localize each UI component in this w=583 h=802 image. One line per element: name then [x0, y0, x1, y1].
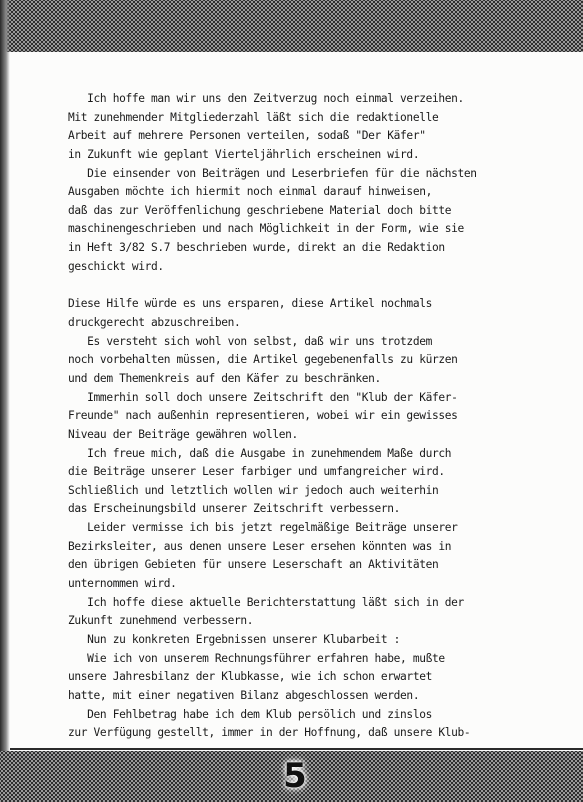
text-line: hatte, mit einer negativen Bilanz abgeschlossen werden.: [68, 688, 420, 702]
text-line: Wie ich von unserem Rechnungsführer erfahren habe, mußte: [68, 651, 445, 665]
text-line: Zukunft zunehmend verbessern.: [68, 614, 254, 628]
text-line: geschickt wird.: [68, 259, 164, 273]
text-line: noch vorbehalten müssen, die Artikel gegebenenfalls zu kürzen: [68, 353, 458, 367]
text-line: und dem Themenkreis auf den Käfer zu beschränken.: [68, 371, 381, 385]
left-binding-shadow: [0, 0, 10, 802]
text-line: Diese Hilfe würde es uns ersparen, diese Artikel nochmals: [68, 297, 432, 311]
text-section-1: [68, 90, 538, 276]
text-line: in Zukunft wie geplant Vierteljährlich erscheinen wird.: [68, 147, 420, 161]
text-line: daß das zur Veröffenlichung geschriebene Material doch bitte: [68, 203, 452, 217]
text-line: unternommen wird.: [68, 577, 177, 591]
text-line: die Beiträge unserer Leser farbiger und umfangreicher wird.: [68, 465, 445, 479]
bottom-rule: [10, 748, 583, 750]
text-line: Mit zunehmender Mitgliederzahl läßt sich die redaktionelle: [68, 110, 439, 124]
text-line: Arbeit auf mehrere Personen verteilen, sodaß "Der Käfer": [68, 129, 426, 143]
text-line: in Heft 3/82 S.7 beschrieben wurde, direkt an die Redaktion: [68, 241, 445, 255]
text-line: Immerhin soll doch unsere Zeitschrift den "Klub der Käfer-: [68, 390, 458, 404]
text-line: Bezirksleiter, aus denen unsere Leser ersehen könnten was in: [68, 539, 452, 553]
text-line: Ausgaben möchte ich hiermit noch einmal darauf hinweisen,: [68, 185, 432, 199]
text-line: zur Verfügung gestellt, immer in der Hoffnung, daß unsere Klub-: [68, 726, 471, 740]
page-number: 5: [283, 756, 307, 796]
text-line: Niveau der Beiträge gewähren wollen.: [68, 427, 298, 441]
text-line: Ich hoffe man wir uns den Zeitverzug noch einmal verzeihen.: [68, 92, 464, 105]
text-line: das Erscheinungsbild unserer Zeitschrift verbessern.: [68, 502, 401, 516]
text-line: Schließlich und letztlich wollen wir jedoch auch weiterhin: [68, 483, 439, 497]
paragraph-gap: [68, 276, 538, 295]
text-line: Es versteht sich wohl von selbst, daß wir uns trotzdem: [68, 334, 432, 348]
text-section-2: [68, 295, 538, 742]
text-line: Freunde" nach außenhin representieren, wobei wir ein gewisses: [68, 409, 458, 423]
top-halftone-band: [0, 0, 583, 52]
text-line: Ich hoffe diese aktuelle Berichterstattung läßt sich in der: [68, 595, 464, 609]
text-line: den übrigen Gebieten für unsere Leserschaft an Aktivitäten: [68, 558, 439, 572]
article-text: [68, 90, 538, 743]
text-line: druckgerecht abzuschreiben.: [68, 316, 241, 330]
text-line: Nun zu konkreten Ergebnissen unserer Klubarbeit :: [68, 632, 401, 646]
text-line: Leider vermisse ich bis jetzt regelmäßige Beiträge unserer: [68, 521, 458, 535]
text-line: Die einsender von Beiträgen und Leserbriefen für die nächsten: [68, 166, 477, 180]
text-line: Den Fehlbetrag habe ich dem Klub persölich und zinslos: [68, 707, 432, 721]
text-line: unsere Jahresbilanz der Klubkasse, wie ich schon erwartet: [68, 670, 432, 684]
text-line: Ich freue mich, daß die Ausgabe in zunehmendem Maße durch: [68, 446, 452, 460]
text-line: maschinengeschrieben und nach Möglichkeit in der Form, wie sie: [68, 222, 464, 236]
